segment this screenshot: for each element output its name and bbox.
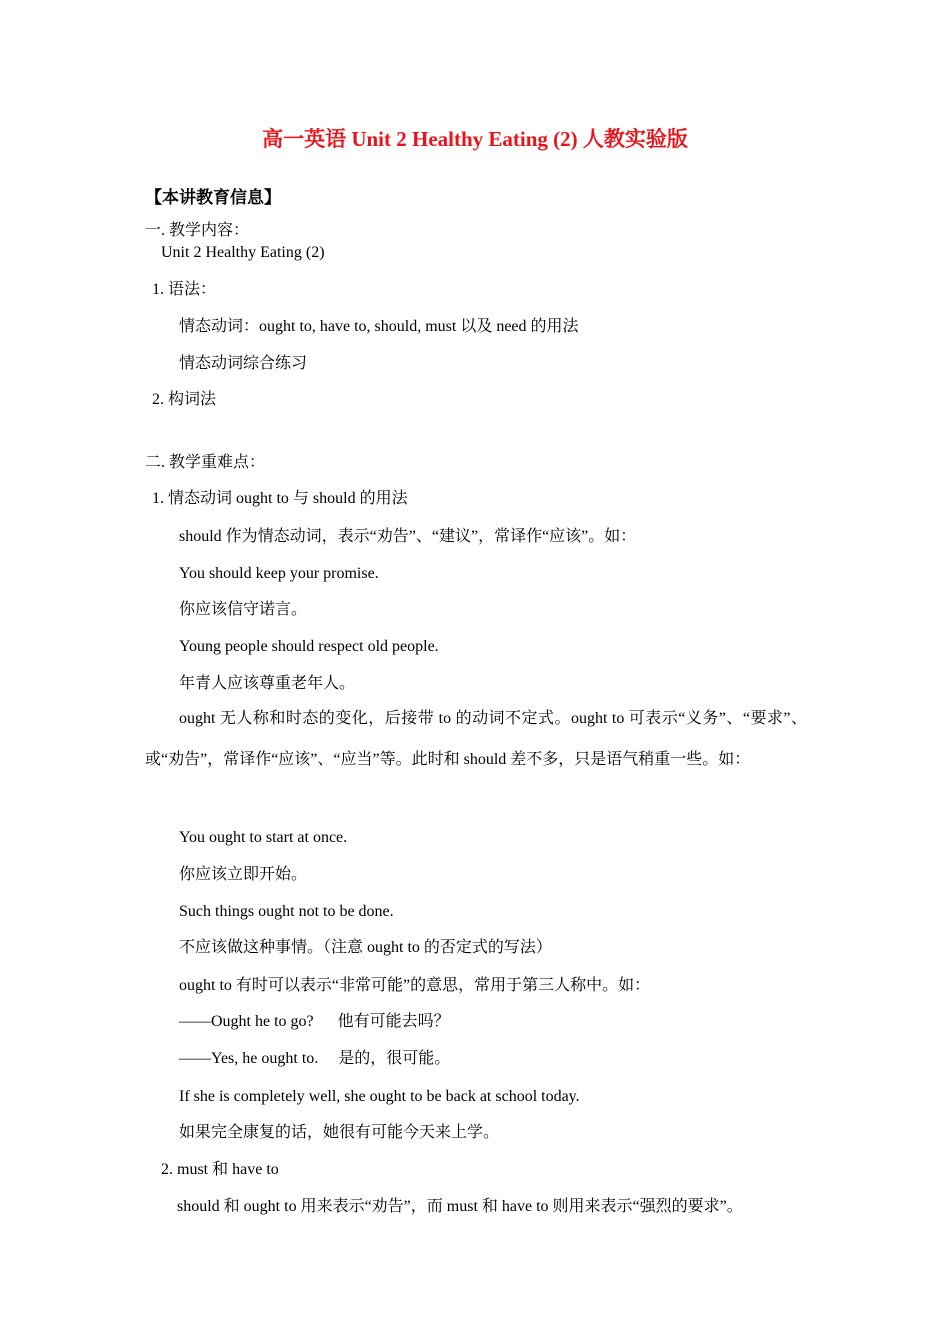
- ought-paragraph: ought 无人称和时态的变化，后接带 to 的动词不定式。ought to 可表示“义务”、“要求”、或“劝告”，常译作“应该”、“应当”等。此时和 should 差不多，只是语气稍重一些。如：: [145, 710, 807, 768]
- body-line: ——Ought he to go? 他有可能去吗？: [179, 1013, 450, 1030]
- ought-should-item: 1. 情态动词 ought to 与 should 的用法: [152, 490, 408, 507]
- part2-heading: 二. 教学重难点：: [145, 454, 266, 471]
- body-line: 不应该做这种事情。（注意 ought to 的否定式的写法）: [179, 939, 552, 956]
- body-line: 年青人应该尊重老年人。: [179, 675, 356, 692]
- body-line: 你应该信守诺言。: [179, 601, 308, 618]
- section-header: 【本讲教育信息】: [145, 188, 281, 207]
- body-line: You should keep your promise.: [179, 565, 379, 582]
- body-line: 你应该立即开始。: [179, 866, 308, 883]
- body-line: Young people should respect old people.: [179, 638, 439, 655]
- part1-heading: 一. 教学内容：: [145, 222, 250, 239]
- grammar-line-1: 情态动词：ought to, have to, should, must 以及 need 的用法: [179, 318, 579, 335]
- body-line: 如果完全康复的话，她很有可能今天来上学。: [179, 1124, 500, 1141]
- word-formation-item: 2. 构词法: [152, 391, 217, 408]
- grammar-item: 1. 语法：: [152, 281, 217, 298]
- body-line: If she is completely well, she ought to be back at school today.: [179, 1088, 580, 1105]
- body-line: ——Yes, he ought to. 是的，很可能。: [179, 1050, 451, 1067]
- body-line: should 作为情态动词，表示“劝告”、“建议”，常译作“应该”。如：: [179, 528, 637, 545]
- body-line: ought to 有时可以表示“非常可能”的意思，常用于第三人称中。如：: [179, 977, 651, 994]
- body-line: You ought to start at once.: [179, 829, 348, 846]
- document-title: 高一英语 Unit 2 Healthy Eating (2) 人教实验版: [262, 127, 688, 151]
- grammar-line-2: 情态动词综合练习: [179, 355, 308, 372]
- must-have-to-item: 2. must 和 have to: [161, 1161, 279, 1178]
- must-have-to-line: should 和 ought to 用来表示“劝告”，而 must 和 have to 则用来表示“强烈的要求”。: [177, 1198, 743, 1215]
- unit-line: Unit 2 Healthy Eating (2): [161, 244, 325, 261]
- body-line: Such things ought not to be done.: [179, 903, 394, 920]
